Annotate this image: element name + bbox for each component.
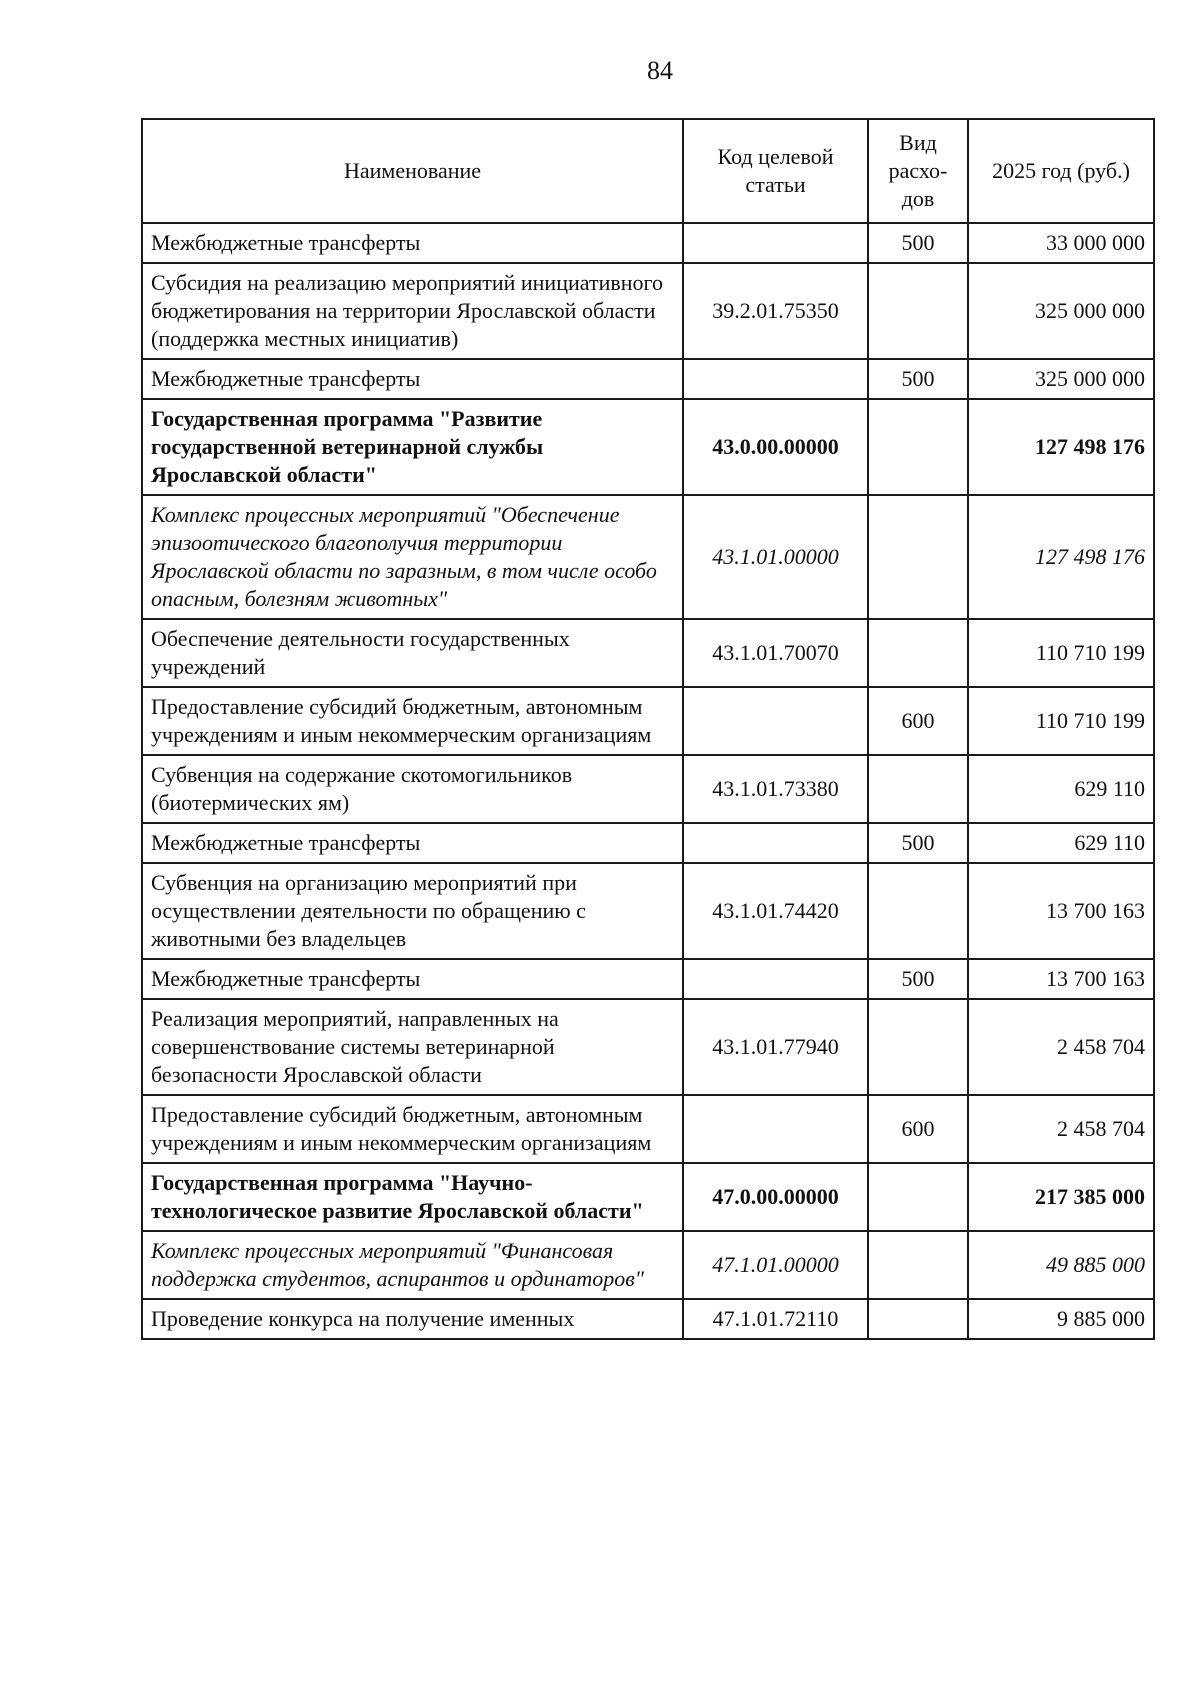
row-name: Субвенция на содержание скотомогильников (биотермических ям) — [142, 755, 683, 823]
table-row — [142, 823, 1154, 863]
row-name: Проведение конкурса на получение именных — [142, 1299, 683, 1339]
row-kind — [868, 999, 968, 1095]
row-kind — [868, 755, 968, 823]
row-sum: 629 110 — [968, 755, 1154, 823]
row-kind — [868, 619, 968, 687]
row-sum: 2 458 704 — [968, 1095, 1154, 1163]
row-code: 47.1.01.72110 — [683, 1299, 868, 1339]
row-sum: 110 710 199 — [968, 687, 1154, 755]
row-kind — [868, 1299, 968, 1339]
row-kind — [868, 495, 968, 619]
row-code — [683, 687, 868, 755]
row-kind — [868, 863, 968, 959]
row-name: Межбюджетные трансферты — [142, 959, 683, 999]
header-sum: 2025 год (руб.) — [968, 119, 1154, 223]
row-kind — [868, 1163, 968, 1231]
header-kind: Вид расхо-дов — [868, 119, 968, 223]
row-sum: 127 498 176 — [968, 495, 1154, 619]
row-name: Предоставление субсидий бюджетным, автономным учреждениям и иным некоммерческим организациям — [142, 1095, 683, 1163]
table-row — [142, 359, 1154, 399]
table-row — [142, 959, 1154, 999]
table-row — [142, 1299, 1154, 1339]
row-sum: 9 885 000 — [968, 1299, 1154, 1339]
row-code: 43.0.00.00000 — [683, 399, 868, 495]
header-code: Код целевой статьи — [683, 119, 868, 223]
row-name: Комплекс процессных мероприятий "Обеспечение эпизоотического благополучия территории Ярославской области по заразным, в том числе особо опасным, болезням животных" — [142, 495, 683, 619]
row-code: 39.2.01.75350 — [683, 263, 868, 359]
table-row — [142, 223, 1154, 263]
page-number: 84 — [647, 56, 673, 85]
row-code: 43.1.01.74420 — [683, 863, 868, 959]
row-kind: 600 — [868, 687, 968, 755]
row-kind: 500 — [868, 959, 968, 999]
row-sum: 13 700 163 — [968, 863, 1154, 959]
row-sum: 110 710 199 — [968, 619, 1154, 687]
table-row — [142, 399, 1154, 495]
row-sum: 127 498 176 — [968, 399, 1154, 495]
row-code — [683, 959, 868, 999]
row-code — [683, 359, 868, 399]
row-name: Межбюджетные трансферты — [142, 359, 683, 399]
row-code: 43.1.01.70070 — [683, 619, 868, 687]
row-kind: 600 — [868, 1095, 968, 1163]
table-body — [142, 223, 1154, 1339]
table-row — [142, 495, 1154, 619]
row-kind — [868, 1231, 968, 1299]
table-row — [142, 755, 1154, 823]
row-sum: 217 385 000 — [968, 1163, 1154, 1231]
row-kind — [868, 263, 968, 359]
row-code: 43.1.01.73380 — [683, 755, 868, 823]
row-name: Предоставление субсидий бюджетным, автономным учреждениям и иным некоммерческим организациям — [142, 687, 683, 755]
header-name: Наименование — [142, 119, 683, 223]
table-row — [142, 863, 1154, 959]
table-row — [142, 1231, 1154, 1299]
row-code: 47.0.00.00000 — [683, 1163, 868, 1231]
row-name: Комплекс процессных мероприятий "Финансовая поддержка студентов, аспирантов и ординаторов" — [142, 1231, 683, 1299]
row-sum: 33 000 000 — [968, 223, 1154, 263]
table-row — [142, 263, 1154, 359]
table-row — [142, 1095, 1154, 1163]
row-name: Государственная программа "Научно-технологическое развитие Ярославской области" — [142, 1163, 683, 1231]
budget-table — [141, 118, 1155, 1340]
row-sum: 49 885 000 — [968, 1231, 1154, 1299]
row-code: 43.1.01.77940 — [683, 999, 868, 1095]
row-sum: 325 000 000 — [968, 263, 1154, 359]
table-row — [142, 999, 1154, 1095]
row-name: Государственная программа "Развитие государственной ветеринарной службы Ярославской области" — [142, 399, 683, 495]
row-sum: 13 700 163 — [968, 959, 1154, 999]
row-kind — [868, 399, 968, 495]
row-code — [683, 823, 868, 863]
row-code — [683, 223, 868, 263]
row-name: Межбюджетные трансферты — [142, 223, 683, 263]
table-row — [142, 619, 1154, 687]
table-header-row — [142, 119, 1154, 223]
row-code — [683, 1095, 868, 1163]
row-name: Субсидия на реализацию мероприятий инициативного бюджетирования на территории Ярославской области (поддержка местных инициатив) — [142, 263, 683, 359]
row-code: 43.1.01.00000 — [683, 495, 868, 619]
row-name: Межбюджетные трансферты — [142, 823, 683, 863]
table-row — [142, 1163, 1154, 1231]
row-name: Реализация мероприятий, направленных на совершенствование системы ветеринарной безопасности Ярославской области — [142, 999, 683, 1095]
row-kind: 500 — [868, 359, 968, 399]
row-sum: 325 000 000 — [968, 359, 1154, 399]
table-row — [142, 687, 1154, 755]
row-sum: 2 458 704 — [968, 999, 1154, 1095]
row-name: Субвенция на организацию мероприятий при осуществлении деятельности по обращению с животными без владельцев — [142, 863, 683, 959]
row-kind: 500 — [868, 823, 968, 863]
row-code: 47.1.01.00000 — [683, 1231, 868, 1299]
row-sum: 629 110 — [968, 823, 1154, 863]
row-kind: 500 — [868, 223, 968, 263]
row-name: Обеспечение деятельности государственных учреждений — [142, 619, 683, 687]
